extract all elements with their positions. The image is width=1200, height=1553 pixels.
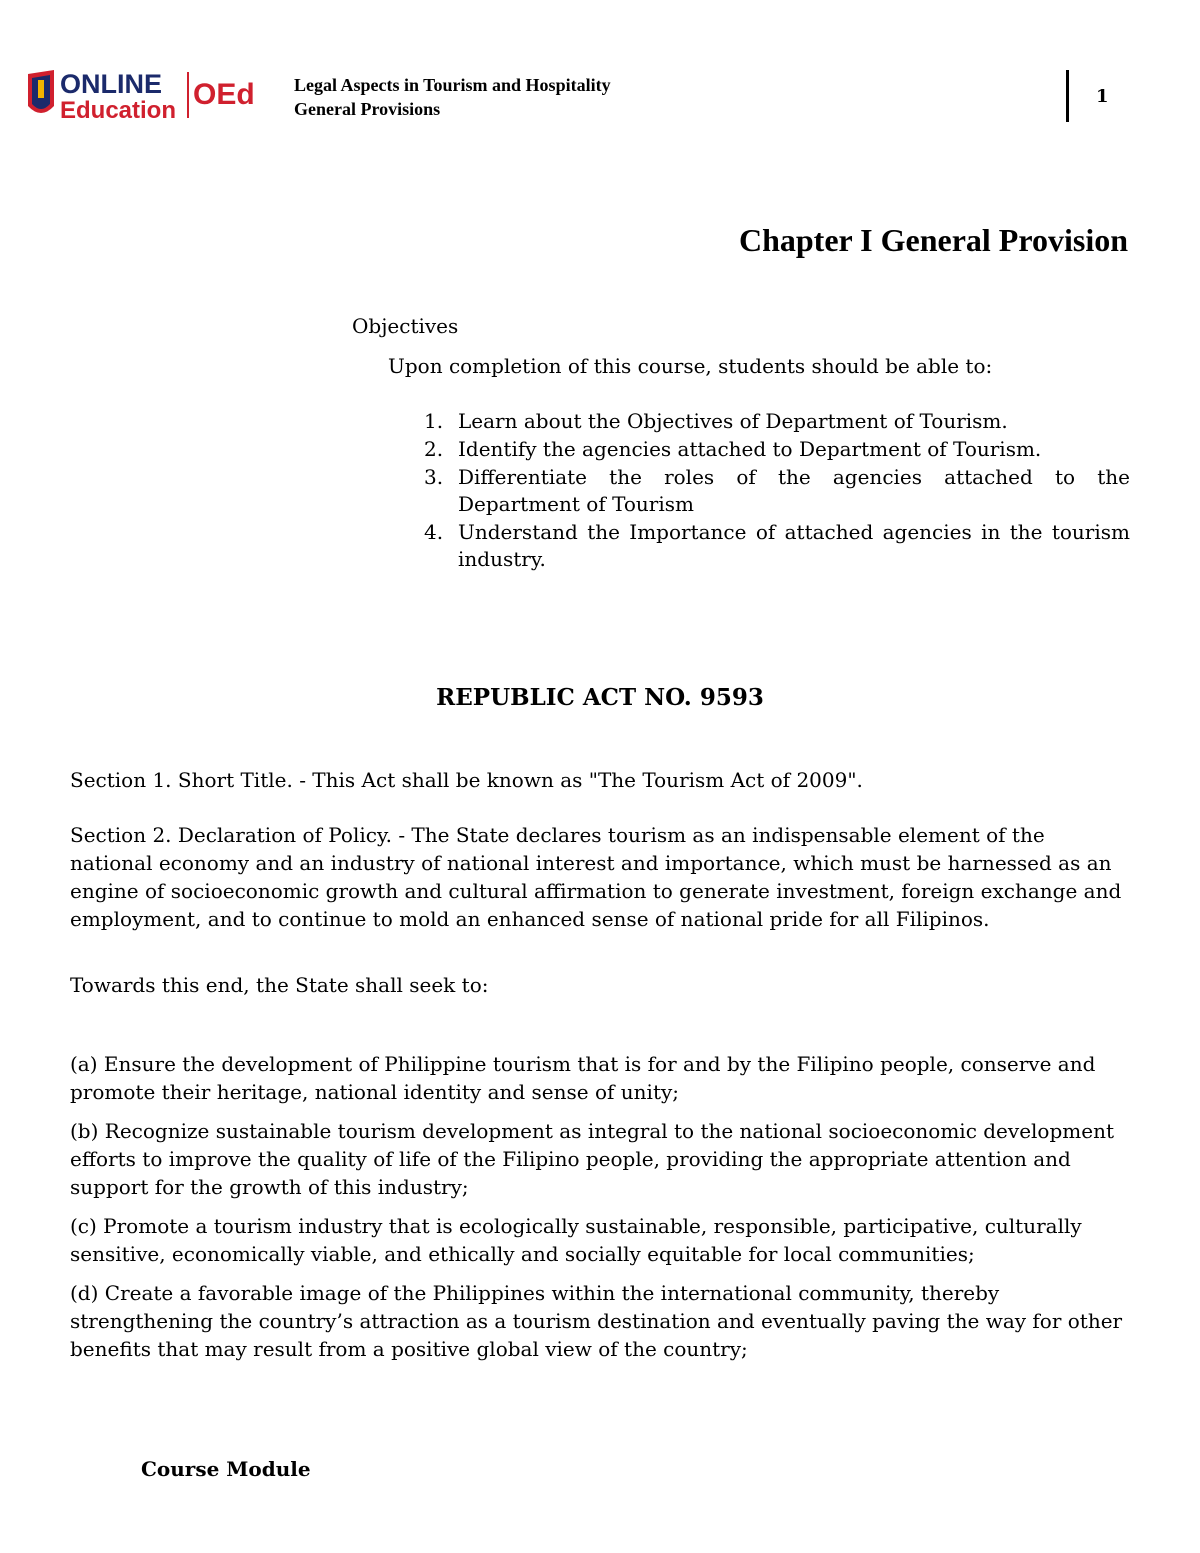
list-number: 4. xyxy=(424,520,444,544)
policy-item-b: (b) Recognize sustainable tourism development as integral to the national socioeconomic development efforts to improve the quality of life of the Filipino people, providing the appropriate attention and support for the growth of this industry; xyxy=(70,1119,1114,1199)
list-number: 3. xyxy=(424,465,444,489)
svg-text:Education: Education xyxy=(60,97,177,124)
objective-item xyxy=(420,519,1130,573)
act-title: REPUBLIC ACT NO. 9593 xyxy=(436,684,764,711)
policy-item-d: (d) Create a favorable image of the Philippines within the international community, thereby strengthening the country’s attraction as a tourism destination and eventually paving the way for other benefits that may result from a positive global view of the country; xyxy=(70,1281,1123,1361)
chapter-title: Chapter I General Provision xyxy=(738,222,1128,258)
objective-text: Identify the agencies attached to Department of Tourism. xyxy=(458,437,1042,461)
footer-course-module: Course Module xyxy=(141,1457,311,1481)
header-course-title: Legal Aspects in Tourism and Hospitality xyxy=(294,75,611,95)
list-number: 2. xyxy=(424,437,444,461)
objective-item xyxy=(420,436,1130,463)
towards-paragraph: Towards this end, the State shall seek to: xyxy=(70,973,489,997)
objectives-list xyxy=(420,408,1130,574)
objective-text: Differentiate the roles of the agencies attached to the Department of Tourism xyxy=(458,465,1130,516)
page-number: 1 xyxy=(1096,86,1109,107)
objective-item xyxy=(420,464,1130,518)
objectives-heading: Objectives xyxy=(352,314,459,338)
section-2-paragraph: Section 2. Declaration of Policy. - The State declares tourism as an indispensable element of the national economy and an industry of national interest and importance, which must be harnessed as an engine of socioeconomic growth and cultural affirmation to generate investment, foreign exchange and employment, and to continue to mold an enhanced sense of national pride for all Filipinos. xyxy=(70,823,1122,931)
online-education-logo xyxy=(24,66,264,124)
policy-item-a: (a) Ensure the development of Philippine tourism that is for and by the Filipino people, conserve and promote their heritage, national identity and sense of unity; xyxy=(70,1052,1096,1104)
header-title xyxy=(294,73,611,121)
header-divider xyxy=(1066,70,1069,122)
section-1-paragraph: Section 1. Short Title. - This Act shall be known as "The Tourism Act of 2009". xyxy=(70,768,863,792)
header-module-title: General Provisions xyxy=(294,99,441,119)
objective-item xyxy=(420,408,1130,435)
list-number: 1. xyxy=(424,409,444,433)
objective-text: Understand the Importance of attached agencies in the tourism industry. xyxy=(458,520,1130,571)
policy-item-c: (c) Promote a tourism industry that is ecologically sustainable, responsible, participative, culturally sensitive, economically viable, and ethically and socially equitable for local communities; xyxy=(70,1214,1082,1266)
svg-text:ONLINE: ONLINE xyxy=(60,69,163,99)
svg-text:OEd: OEd xyxy=(193,78,255,111)
objectives-intro: Upon completion of this course, students should be able to: xyxy=(388,354,993,378)
objective-text: Learn about the Objectives of Department of Tourism. xyxy=(458,409,1008,433)
